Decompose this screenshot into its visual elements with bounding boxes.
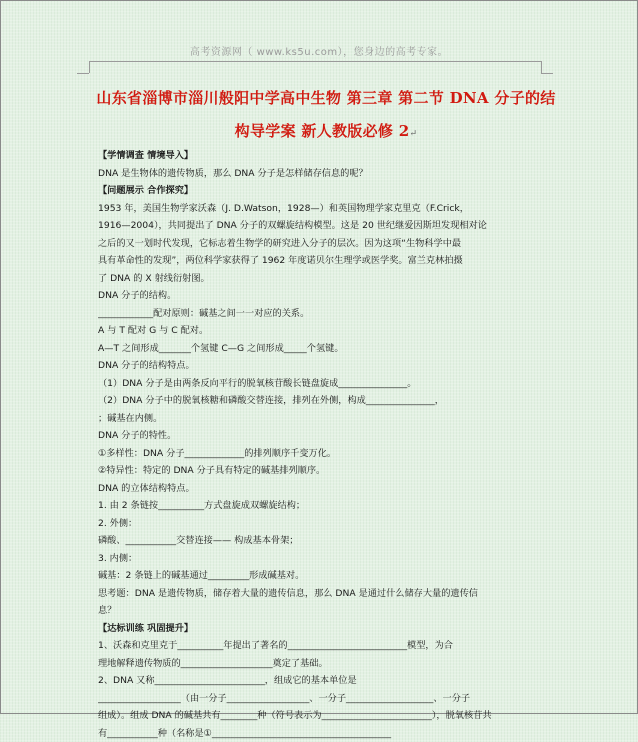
- fill-blank-line: 2、DNA 又称________________________，组成它的基本单位是: [98, 672, 548, 690]
- text-line: 1953 年，美国生物学家沃森（J. D.Watson，1928—）和英国物理学家克里克（F.Crick，: [98, 200, 548, 218]
- text-line: 1916—2004），共同提出了 DNA 分子的双螺旋结构模型。这是 20 世纪继爱因斯坦发现相对论: [98, 217, 548, 235]
- section-heading: 【达标训练 巩固提升】: [98, 620, 548, 638]
- text-line: DNA 的立体结构特点。: [98, 480, 548, 498]
- fill-blank-line: ____________配对原则：碱基之间一一对应的关系。: [98, 305, 548, 323]
- text-line: 具有革命性的发现”，两位科学家获得了 1962 年度诺贝尔生理学或医学奖。富兰克林拍摄: [98, 252, 548, 270]
- text-line: A 与 T 配对 G 与 C 配对。: [98, 322, 548, 340]
- fill-blank-line: 1、沃森和克里克于__________年提出了著名的__________________________模型，为合: [98, 637, 548, 655]
- fill-blank-line: （2）DNA 分子中的脱氧核糖和磷酸交替连接，排列在外侧，构成_______________，: [98, 392, 548, 410]
- text-line: 了 DNA 的 X 射线衍射图。: [98, 270, 548, 288]
- fill-blank-line: 1. 由 2 条链按__________方式盘旋成双螺旋结构；: [98, 497, 548, 515]
- text-line: DNA 分子的结构特点。: [98, 357, 548, 375]
- paragraph-mark-icon: ↵: [409, 129, 417, 139]
- text-line: ②特异性：特定的 DNA 分子具有特定的碱基排列顺序。: [98, 462, 548, 480]
- text-line: 之后的又一划时代发现，它标志着生物学的研究进入分子的层次。因为这项“生物科学中最: [98, 235, 548, 253]
- text-line: DNA 分子的特性。: [98, 427, 548, 445]
- text-line: 息？: [98, 602, 548, 620]
- text-line: DNA 分子的结构。: [98, 287, 548, 305]
- text-line: 思考题：DNA 是遗传物质，储存着大量的遗传信息，那么 DNA 是通过什么储存大量的遗传信: [98, 585, 548, 603]
- fill-blank-line: ①多样性：DNA 分子_____________的排列顺序千变万化。: [98, 445, 548, 463]
- section-heading: 【学情调查 情境导入】: [98, 147, 548, 165]
- fill-blank-line: __________________（由一分子__________________、一分子___________________、一分子: [98, 690, 548, 708]
- fill-blank-line: 磷酸、___________交替连接—— 构成基本骨架；: [98, 532, 548, 550]
- header-rule: [89, 61, 541, 62]
- fill-blank-line: A—T 之间形成_______个氢键 C—G 之间形成_____个氢键。: [98, 340, 548, 358]
- margin-tick-left: [77, 73, 89, 74]
- margin-tick-right: [541, 73, 553, 74]
- document-title-line-2: 构导学案 新人教版必修 2↵: [91, 120, 561, 141]
- text-line: 2. 外侧：: [98, 515, 548, 533]
- margin-corner-left: [89, 61, 102, 73]
- text-line: 3. 内侧：: [98, 550, 548, 568]
- fill-blank-line: 组成）。组成 DNA 的碱基共有________种（符号表示为________________________），脱氧核苷共: [98, 707, 548, 725]
- section-heading: 【问题展示 合作探究】: [98, 182, 548, 200]
- fill-blank-line: （1）DNA 分子是由两条反向平行的脱氧核苷酸长链盘旋成_______________。: [98, 375, 548, 393]
- margin-corner-right: [529, 61, 542, 73]
- text-line: ；碱基在内侧。: [98, 410, 548, 428]
- document-title-line-1: 山东省淄博市淄川般阳中学高中生物 第三章 第二节 DNA 分子的结: [91, 87, 561, 108]
- text-line: DNA 是生物体的遗传物质，那么 DNA 分子是怎样储存信息的呢？: [98, 165, 548, 183]
- document-body: [98, 147, 548, 742]
- fill-blank-line: 理地解释遗传物质的____________________奠定了基础。: [98, 655, 548, 673]
- fill-blank-line: 有___________种（名称是①_______________________________________: [98, 725, 548, 742]
- site-header-text: 高考资源网（ www.ks5u.com），您身边的高考专家。: [1, 43, 637, 58]
- fill-blank-line: 碱基：2 条链上的碱基通过_________形成碱基对。: [98, 567, 548, 585]
